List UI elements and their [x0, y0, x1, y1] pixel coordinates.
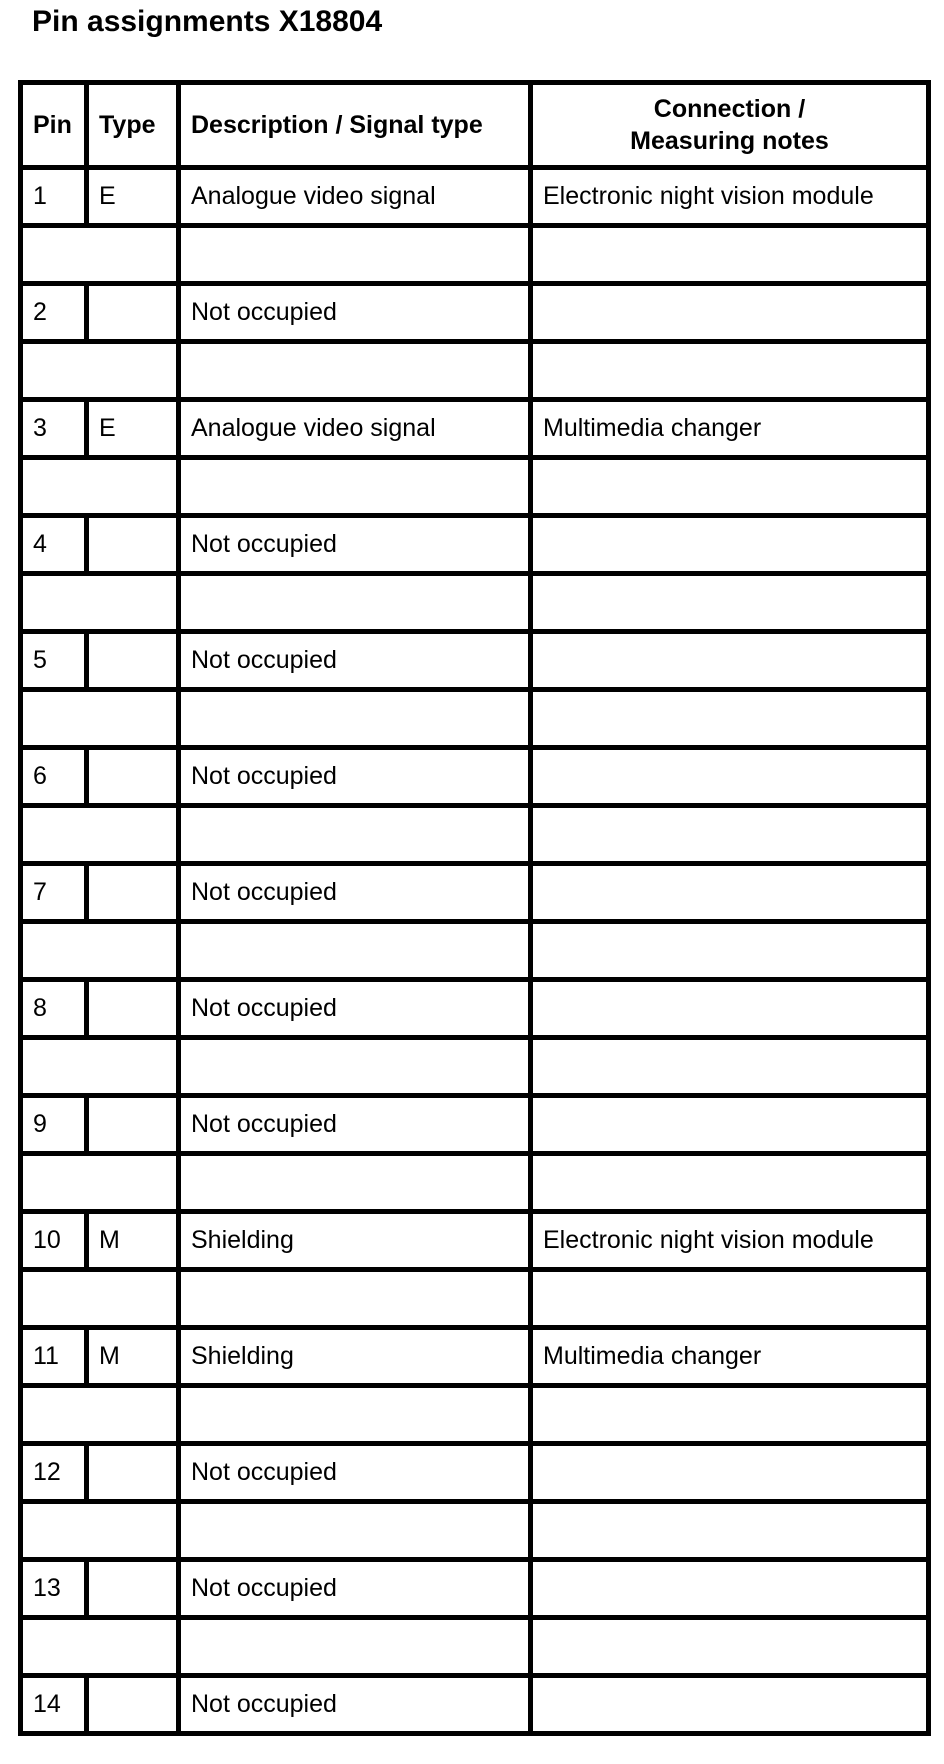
- connection-cell: [531, 1444, 929, 1502]
- pin-cell: 8: [21, 980, 87, 1038]
- pin-cell: 2: [21, 284, 87, 342]
- description-cell: Shielding: [179, 1328, 531, 1386]
- table-header-row: [21, 83, 929, 168]
- spacer-cell-description: [179, 690, 531, 748]
- spacer-cell-pin-type: [21, 1038, 179, 1096]
- pin-cell: 11: [21, 1328, 87, 1386]
- spacer-cell-pin-type: [21, 1154, 179, 1212]
- spacer-cell-pin-type: [21, 458, 179, 516]
- spacer-cell-pin-type: [21, 1618, 179, 1676]
- connection-cell: Electronic night vision module: [531, 168, 929, 226]
- connection-cell: [531, 1096, 929, 1154]
- spacer-row: [21, 922, 929, 980]
- spacer-row: [21, 458, 929, 516]
- type-cell: [87, 864, 179, 922]
- table-body: [21, 168, 929, 1734]
- spacer-cell-description: [179, 574, 531, 632]
- pin-cell: 5: [21, 632, 87, 690]
- spacer-row: [21, 1154, 929, 1212]
- spacer-row: [21, 574, 929, 632]
- type-cell: E: [87, 168, 179, 226]
- description-cell: Not occupied: [179, 864, 531, 922]
- connection-cell: Multimedia changer: [531, 1328, 929, 1386]
- spacer-cell-pin-type: [21, 226, 179, 284]
- spacer-cell-connection: [531, 226, 929, 284]
- type-cell: [87, 1096, 179, 1154]
- pin-cell: 12: [21, 1444, 87, 1502]
- connection-cell: [531, 864, 929, 922]
- table-row: [21, 284, 929, 342]
- spacer-row: [21, 1618, 929, 1676]
- description-cell: Not occupied: [179, 1676, 531, 1734]
- connection-cell: [531, 748, 929, 806]
- pin-cell: 13: [21, 1560, 87, 1618]
- type-cell: M: [87, 1212, 179, 1270]
- description-cell: Not occupied: [179, 980, 531, 1038]
- spacer-cell-connection: [531, 1270, 929, 1328]
- spacer-cell-description: [179, 1038, 531, 1096]
- header-pin: Pin: [21, 83, 87, 168]
- type-cell: [87, 284, 179, 342]
- spacer-cell-description: [179, 1270, 531, 1328]
- table-row: [21, 1328, 929, 1386]
- description-cell: Not occupied: [179, 516, 531, 574]
- header-connection-line1: Connection /: [653, 95, 806, 123]
- spacer-row: [21, 806, 929, 864]
- pin-cell: 3: [21, 400, 87, 458]
- connection-cell: [531, 980, 929, 1038]
- spacer-cell-connection: [531, 1502, 929, 1560]
- connection-cell: [531, 1560, 929, 1618]
- table-row: [21, 1096, 929, 1154]
- description-cell: Not occupied: [179, 284, 531, 342]
- spacer-cell-connection: [531, 342, 929, 400]
- header-connection-line2: Measuring notes: [630, 127, 829, 155]
- connection-cell: [531, 516, 929, 574]
- table-row: [21, 864, 929, 922]
- spacer-cell-connection: [531, 922, 929, 980]
- spacer-cell-pin-type: [21, 342, 179, 400]
- table-row: [21, 1676, 929, 1734]
- spacer-cell-pin-type: [21, 806, 179, 864]
- spacer-row: [21, 1386, 929, 1444]
- type-cell: [87, 980, 179, 1038]
- connection-cell: [531, 284, 929, 342]
- table-row: [21, 1444, 929, 1502]
- description-cell: Not occupied: [179, 632, 531, 690]
- table-row: [21, 516, 929, 574]
- pin-cell: 9: [21, 1096, 87, 1154]
- description-cell: Not occupied: [179, 1560, 531, 1618]
- pin-cell: 7: [21, 864, 87, 922]
- description-cell: Not occupied: [179, 1096, 531, 1154]
- spacer-cell-pin-type: [21, 574, 179, 632]
- spacer-cell-connection: [531, 1154, 929, 1212]
- spacer-cell-description: [179, 922, 531, 980]
- spacer-row: [21, 342, 929, 400]
- type-cell: E: [87, 400, 179, 458]
- connection-cell: Multimedia changer: [531, 400, 929, 458]
- table-row: [21, 632, 929, 690]
- connection-cell: [531, 632, 929, 690]
- description-cell: Not occupied: [179, 1444, 531, 1502]
- spacer-cell-description: [179, 226, 531, 284]
- type-cell: [87, 1560, 179, 1618]
- spacer-cell-description: [179, 1618, 531, 1676]
- type-cell: M: [87, 1328, 179, 1386]
- description-cell: Not occupied: [179, 748, 531, 806]
- type-cell: [87, 1676, 179, 1734]
- spacer-cell-connection: [531, 574, 929, 632]
- spacer-cell-connection: [531, 1038, 929, 1096]
- table-row: [21, 980, 929, 1038]
- type-cell: [87, 632, 179, 690]
- spacer-cell-description: [179, 1154, 531, 1212]
- table-row: [21, 400, 929, 458]
- table-row: [21, 748, 929, 806]
- spacer-cell-connection: [531, 1618, 929, 1676]
- spacer-row: [21, 1270, 929, 1328]
- header-type: Type: [87, 83, 179, 168]
- header-description: Description / Signal type: [179, 83, 531, 168]
- spacer-cell-connection: [531, 806, 929, 864]
- spacer-row: [21, 1038, 929, 1096]
- type-cell: [87, 748, 179, 806]
- pin-cell: 10: [21, 1212, 87, 1270]
- connection-cell: Electronic night vision module: [531, 1212, 929, 1270]
- spacer-cell-pin-type: [21, 690, 179, 748]
- connection-cell: [531, 1676, 929, 1734]
- type-cell: [87, 1444, 179, 1502]
- spacer-cell-connection: [531, 690, 929, 748]
- description-cell: Analogue video signal: [179, 168, 531, 226]
- spacer-cell-description: [179, 458, 531, 516]
- spacer-cell-description: [179, 1386, 531, 1444]
- description-cell: Analogue video signal: [179, 400, 531, 458]
- table-row: [21, 1212, 929, 1270]
- spacer-cell-connection: [531, 1386, 929, 1444]
- spacer-row: [21, 226, 929, 284]
- pin-cell: 1: [21, 168, 87, 226]
- spacer-cell-description: [179, 1502, 531, 1560]
- spacer-cell-pin-type: [21, 1502, 179, 1560]
- page-title: Pin assignments X18804: [32, 5, 383, 38]
- pin-cell: 4: [21, 516, 87, 574]
- header-connection: [531, 83, 929, 168]
- type-cell: [87, 516, 179, 574]
- spacer-cell-connection: [531, 458, 929, 516]
- spacer-cell-pin-type: [21, 1270, 179, 1328]
- pin-cell: 14: [21, 1676, 87, 1734]
- spacer-cell-description: [179, 342, 531, 400]
- spacer-row: [21, 690, 929, 748]
- spacer-cell-pin-type: [21, 922, 179, 980]
- pin-assignment-table: [18, 80, 931, 1736]
- pin-cell: 6: [21, 748, 87, 806]
- spacer-cell-description: [179, 806, 531, 864]
- spacer-row: [21, 1502, 929, 1560]
- table-row: [21, 1560, 929, 1618]
- description-cell: Shielding: [179, 1212, 531, 1270]
- table-row: [21, 168, 929, 226]
- spacer-cell-pin-type: [21, 1386, 179, 1444]
